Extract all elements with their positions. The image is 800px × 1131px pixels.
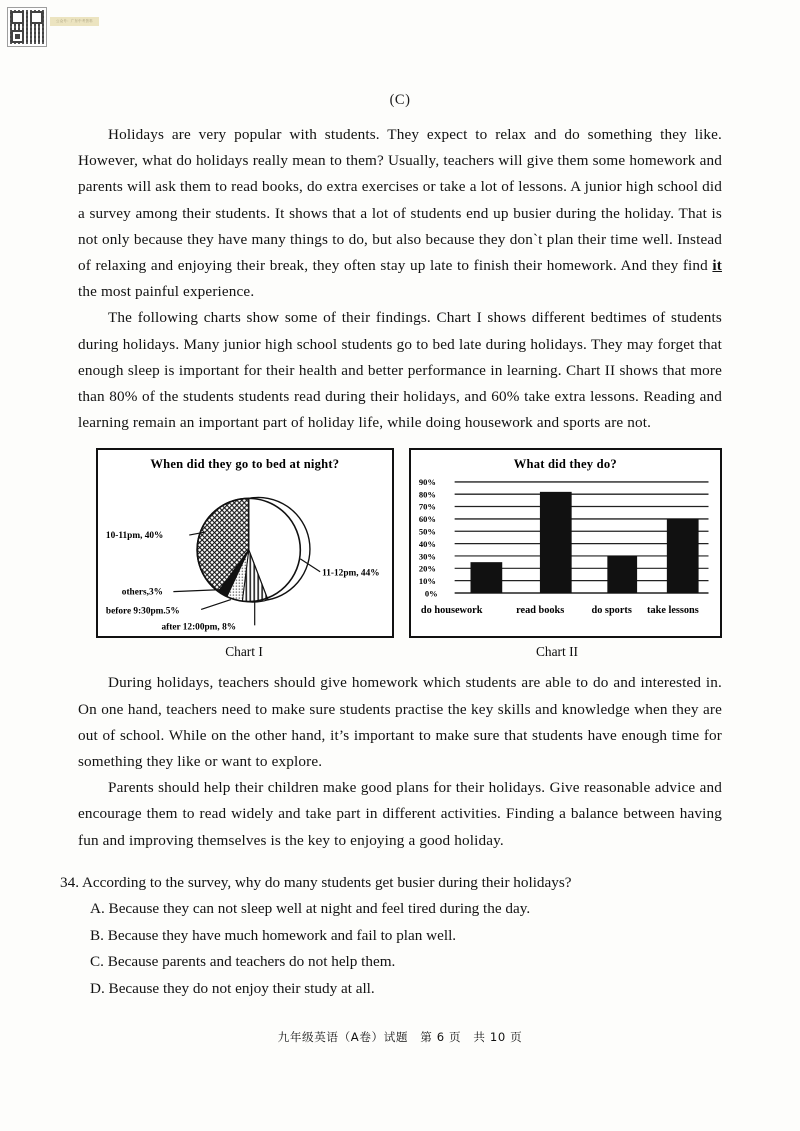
ytick-70: 70% <box>418 502 436 513</box>
ytick-0: 0% <box>424 588 438 599</box>
leader-line-others <box>173 590 221 592</box>
ytick-60: 60% <box>418 514 436 525</box>
leader-line-before-930pm <box>201 600 231 610</box>
ytick-50: 50% <box>418 526 436 537</box>
question-34-number: 34. <box>60 873 79 891</box>
ytick-90: 90% <box>418 477 436 488</box>
question-34-stem <box>60 870 722 897</box>
paragraph-1-tail: the most painful experience. <box>78 283 255 301</box>
page-footer: 九年级英语（A卷）试题 第 6 页 共 10 页 <box>277 1030 523 1044</box>
bar-do-sports <box>607 556 637 593</box>
chart-two-caption: Chart II <box>535 644 579 660</box>
section-heading: (C) <box>389 92 411 108</box>
chart-two-bar <box>409 448 722 638</box>
question-34 <box>60 870 722 1003</box>
cat-label-do-sports: do sports <box>591 605 632 617</box>
chart-one-svg <box>98 450 392 636</box>
passage-paragraph-3: During holidays, teachers should give homework which students are able to do and interested in. On one hand, teachers need to make sure students practise the key skills and knowledge when they are out of school. While on the other hand, it’s important to make sure that students have enough time for something they like or want to explore. <box>78 674 722 771</box>
pie-label-others: others,3% <box>121 588 163 599</box>
ytick-10: 10% <box>418 576 436 587</box>
passage-paragraph-2: The following charts show some of their findings. Chart I shows different bedtimes of students during holidays. Many junior high school students go to bed late during holidays. They may forget that enough sleep is important for their health and better performance in learning. Chart II shows that more than 80% of the students students read during their holidays, and 60% take extra lessons. Reading and learning remain an important part of holiday life, while doing housework and sports are not. <box>78 309 722 432</box>
chart-two-svg <box>411 474 720 631</box>
paragraph-1-text: Holidays are very popular with students. They expect to relax and do something they like. However, what do holidays really mean to them? Usually, teachers will give them some homework and parents will ask them to read books, do extra exercises or take a lot of lessons. A junior high school did a survey among their students. It shows that a lot of students end up busier during the holiday. That is not only because they have many things to do, but also because they don`t plan their time well. Instead of relaxing and enjoying their break, they often stay up late to finish their homework. And they find <box>78 126 722 275</box>
chart-two-title: What did they do? <box>513 457 617 472</box>
charts-row <box>96 448 722 638</box>
ytick-30: 30% <box>418 551 436 562</box>
question-34-option-d[interactable]: D. Because they do not enjoy their study at all. <box>90 979 375 997</box>
cat-label-do-housework: do housework <box>420 605 482 617</box>
question-34-text: According to the survey, why do many students get busier during their holidays? <box>81 873 572 891</box>
qr-code-icon <box>8 8 46 46</box>
qr-corner-icon <box>11 30 24 43</box>
ytick-40: 40% <box>418 539 436 550</box>
pie-label-10-11pm: 10-11pm, 40% <box>105 531 164 542</box>
ytick-20: 20% <box>418 564 436 575</box>
emphasis-word: it <box>712 257 722 275</box>
chart-one-pie <box>96 448 394 638</box>
bar-do-housework <box>470 563 502 594</box>
cat-label-take-lessons: take lessons <box>646 605 699 617</box>
passage-paragraph-1 <box>78 122 722 305</box>
question-34-option-b[interactable]: B. Because they have much homework and fail to plan well. <box>90 926 457 944</box>
question-34-option-c[interactable]: C. Because parents and teachers do not help them. <box>90 953 396 971</box>
pie-label-after-12pm: after 12:00pm, 8% <box>161 622 237 633</box>
bar-read-books <box>539 492 571 593</box>
passage-paragraph-4: Parents should help their children make good plans for their holidays. Give reasonable advice and encourage them to read widely and take part in different activities. Finding a balance between having fun and improving themselves is the key to enjoying a good holiday. <box>78 779 722 849</box>
chart-captions <box>96 644 722 660</box>
pie-label-before-930pm: before 9:30pm.5% <box>105 606 180 617</box>
chart-one-title: When did they go to bed at night? <box>150 457 340 472</box>
watermark-label: 公众号：广东中考资料 <box>50 17 99 26</box>
bar-take-lessons <box>666 519 698 593</box>
chart-one-caption: Chart I <box>225 644 263 660</box>
cat-label-read-books: read books <box>515 605 564 617</box>
ytick-80: 80% <box>418 489 436 500</box>
pie-label-11-12pm: 11-12pm, 44% <box>322 569 380 580</box>
question-34-option-a[interactable]: A. Because they can not sleep well at night and feel tired during the day. <box>90 900 531 918</box>
